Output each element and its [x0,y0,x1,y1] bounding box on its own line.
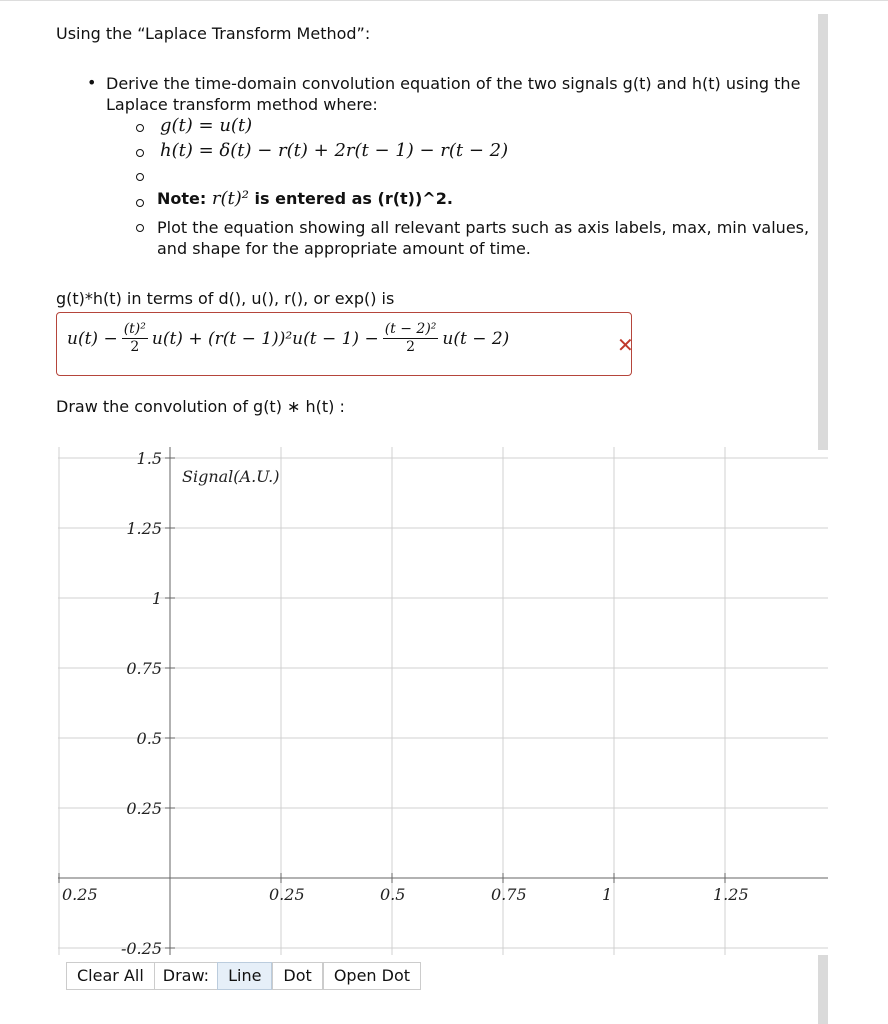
y-tick-label: -0.25 [120,939,162,955]
g-definition: g(t) = u(t) [160,115,253,136]
graph-canvas[interactable] [58,447,828,955]
x-tick-label: 1 [602,885,613,904]
draw-label: Draw: [155,962,217,990]
sub-bullet-circle [136,124,144,132]
sub-bullet-circle [136,149,144,157]
line-tool-button[interactable]: Line [217,962,272,990]
drawing-toolbar [66,962,421,990]
answer-prompt: g(t)*h(t) in terms of d(), u(), r(), or exp() is [56,289,395,308]
question-bullet-text: Derive the time-domain convolution equation of the two signals g(t) and h(t) using the Laplace transform method where: [106,74,801,114]
x-tick-label: 1.25 [713,885,749,904]
sub-bullet-circle [136,173,144,181]
fraction-1-numerator: (t)² [123,321,146,337]
fraction-1-denominator: 2 [130,339,140,355]
bullet-dot: • [87,73,97,92]
y-tick-label: 0.75 [126,659,162,678]
sub-bullet-circle [136,199,144,207]
answer-expression [67,321,509,356]
y-tick-label: 1.25 [126,519,162,538]
fraction-2-denominator: 2 [406,339,416,355]
x-tick-label: 0.25 [62,885,98,904]
scrollbar-thumb-lower[interactable] [818,955,828,1024]
x-tick-label: 0.75 [491,885,527,904]
answer-input[interactable] [56,312,632,376]
top-border [0,0,888,1]
clear-all-button[interactable]: Clear All [66,962,155,990]
y-axis-label: Signal(A.U.) [182,467,280,486]
h-definition: h(t) = δ(t) − r(t) + 2r(t − 1) − r(t − 2) [160,140,509,161]
answer-term-3: u(t − 2) [442,328,510,349]
y-tick-label: 1 [151,589,162,608]
open-dot-tool-button[interactable]: Open Dot [323,962,421,990]
sub-bullet-circle [136,224,144,232]
y-tick-label: 0.5 [136,729,162,748]
y-tick-label: 1.5 [136,449,162,468]
fraction-1 [122,321,148,356]
fraction-2 [383,321,439,356]
incorrect-icon: ✕ [617,333,634,357]
answer-term-1: u(t) − [67,328,118,349]
answer-term-2: u(t) + (r(t − 1))²u(t − 1) − [151,328,379,349]
y-tick-label: 0.25 [126,799,162,818]
dot-tool-button[interactable]: Dot [272,962,322,990]
fraction-2-numerator: (t − 2)² [384,321,437,337]
note-text: Note: r(t)² is entered as (r(t))^2. [157,188,453,209]
draw-prompt: Draw the convolution of g(t) ∗ h(t) : [56,397,345,416]
plot-instruction: Plot the equation showing all relevant parts such as axis labels, max, min values, and shape for the appropriate amount of time. [157,218,810,258]
question-heading: Using the “Laplace Transform Method”: [56,24,371,43]
x-tick-label: 0.25 [269,885,305,904]
x-tick-label: 0.5 [380,885,406,904]
